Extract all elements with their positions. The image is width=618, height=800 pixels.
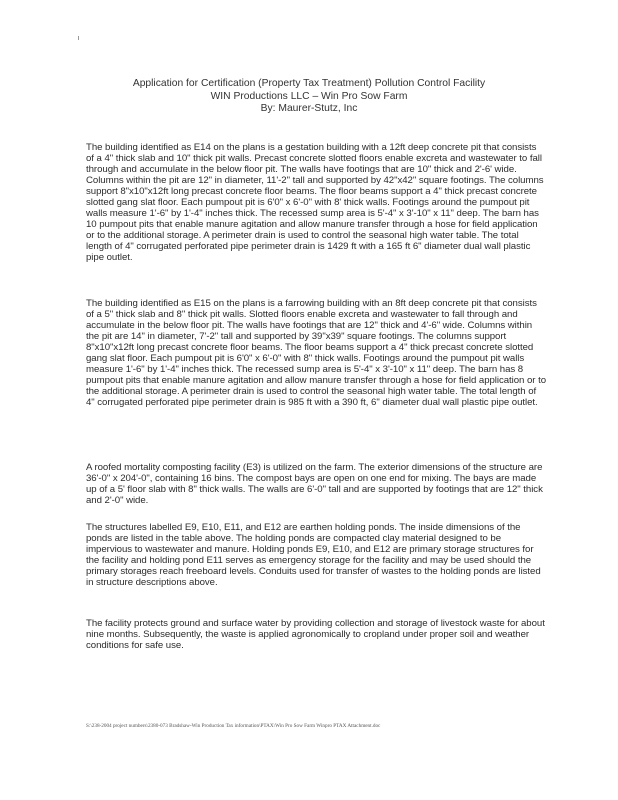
scan-mark xyxy=(78,36,79,40)
header-author: By: Maurer-Stutz, Inc xyxy=(260,103,358,115)
header-company: WIN Productions LLC – Win Pro Sow Farm xyxy=(210,90,408,102)
file-path-footer: S:\238-2004 project numbers\2380-073 Bradshaw-Win Production Tax information\PTAX\Win Pro Sow Farm Winpro PTAX Attachment.doc xyxy=(86,723,381,729)
paragraph-facility-protection: The facility protects ground and surface water by providing collection and storage of livestock waste for about nine months. Subsequently, the waste is applied agronomically to cropland under proper soil and weather conditions for safe use. xyxy=(86,618,545,652)
header-title: Application for Certification (Property Tax Treatment) Pollution Control Facility xyxy=(132,78,486,89)
paragraph-e14-gestation-building: The building identified as E14 on the plans is a gestation building with a 12ft deep concrete pit that consists of a 4" thick slab and 10" thick pit walls. Precast concrete slotted floors enable excreta and wastewater to fall through and accumulate in the below floor pit. The walls have footings that are 10" thick and 2'-6' wide. Columns within the pit are 12" in diameter, 11'-2" tall and supported by 42"x42" square footings. The columns support 8"x10"x12ft long precast concrete floor beams. The floor beams support a 4" thick precast concrete slotted gang slat floor. Each pumpout pit is 6'0" x 6'-0" with 8' thick walls. Footings around the pumpout pit walls measure 1'-6" by 1'-4" inches thick. The recessed sump area is 5'-4" x 3'-10" x 11" deep. The barn has 10 pumpout pits that enable manure agitation and allow manure transfer through a hose for field application or to the additional storage. A perimeter drain is used to control the seasonal high water table. The total length of 4" corrugated perforated pipe perimeter drain is 1429 ft with a 165 ft 6" diameter dual wall plastic pipe outlet. xyxy=(86,142,544,264)
paragraph-e15-farrowing-building: The building identified as E15 on the plans is a farrowing building with an 8ft deep concrete pit that consists of a 5" thick slab and 8" thick pit walls. Slotted floors enable excreta and wastewater to fall through and accumulate in the below floor pit. The walls have footings that are 12" thick and 4'-6" wide. Columns within the pit are 14" in diameter, 7'-2" tall and supported by 39"x39" square footings. The columns support 8"x10"x12ft long precast concrete floor beams. The floor beams support a 4" thick precast concrete slotted gang slat floor. Each pumpout pit is 6'0" x 6'-0" with 8" thick walls. Footings around the pumpout pit walls measure 1'-6" by 1'-4" inches thick. The recessed sump area is 5'-4" x 3'-10" x 11" deep. The barn has 8 pumpout pits that enable manure agitation and allow manure transfer through a hose for field application or to the additional storage. A perimeter drain is used to control the seasonal high water table. The total length of 4" corrugated perforated pipe perimeter drain is 985 ft with a 390 ft, 6" diameter dual wall plastic pipe outlet. xyxy=(86,298,546,409)
document-header xyxy=(0,78,618,116)
paragraph-holding-ponds: The structures labelled E9, E10, E11, and E12 are earthen holding ponds. The inside dimensions of the ponds are listed in the table above. The holding ponds are compacted clay material designed to be impervious to wastewater and manure. Holding ponds E9, E10, and E12 are primary storage structures for the facility and holding pond E11 serves as emergency storage for the facility and may be used should the primary storages reach freeboard levels. Conduits used for transfer of wastes to the holding ponds are listed in structure descriptions above. xyxy=(86,522,541,589)
paragraph-e3-mortality-composting: A roofed mortality composting facility (E3) is utilized on the farm. The exterior dimensions of the structure are 36'-0" x 204'-0", containing 16 bins. The compost bays are open on one end for mixing. The bays are made up of a 5' floor slab with 8" thick walls. The walls are 6'-0" tall and are supported by footings that are 12" thick and 2'-0" wide. xyxy=(86,462,543,507)
